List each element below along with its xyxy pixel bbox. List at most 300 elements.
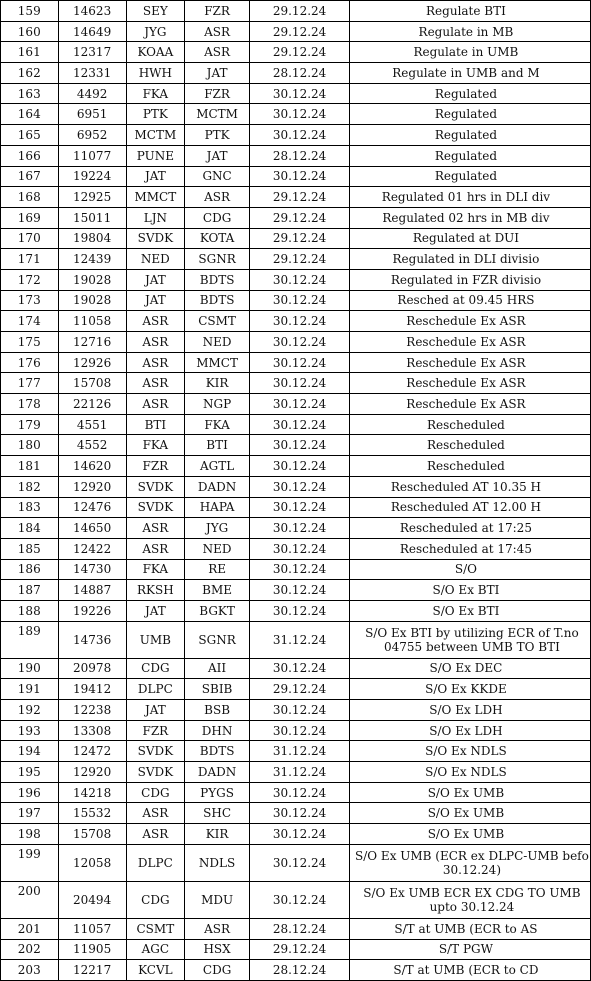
destination-station-cell: MDU xyxy=(184,881,249,918)
serial-number-cell: 200 xyxy=(1,881,59,918)
serial-number-cell: 183 xyxy=(1,497,59,518)
origin-station-cell: ASR xyxy=(126,394,184,415)
remarks-cell xyxy=(349,538,590,559)
origin-station-cell: JAT xyxy=(126,700,184,721)
origin-station-cell: ASR xyxy=(126,538,184,559)
table-row xyxy=(1,559,591,580)
remarks-text: S/O Ex LDH xyxy=(429,702,503,717)
destination-station-cell: FZR xyxy=(184,1,249,22)
remarks-text: Resched at 09.45 HRS xyxy=(397,293,535,308)
remarks-text: S/O Ex UMB xyxy=(427,826,505,841)
origin-station-cell: SEY xyxy=(126,1,184,22)
remarks-cell xyxy=(349,600,590,621)
destination-station-cell: FKA xyxy=(184,414,249,435)
origin-station-cell: SVDK xyxy=(126,741,184,762)
table-row xyxy=(1,394,591,415)
train-number-cell: 14649 xyxy=(58,21,126,42)
remarks-text: Rescheduled xyxy=(426,417,505,432)
serial-number-cell: 184 xyxy=(1,518,59,539)
origin-station-cell: PTK xyxy=(126,104,184,125)
date-cell: 31.12.24 xyxy=(250,762,350,783)
origin-station-cell: FKA xyxy=(126,83,184,104)
table-row xyxy=(1,435,591,456)
remarks-text: S/O Ex NDLS xyxy=(425,744,507,759)
remarks-cell xyxy=(349,824,590,845)
serial-number-cell: 176 xyxy=(1,352,59,373)
destination-station-cell: BGKT xyxy=(184,600,249,621)
table-row xyxy=(1,311,591,332)
origin-station-cell: CDG xyxy=(126,658,184,679)
remarks-text: S/O Ex KKDE xyxy=(425,682,507,697)
destination-station-cell: SGNR xyxy=(184,621,249,658)
destination-station-cell: CSMT xyxy=(184,311,249,332)
table-row xyxy=(1,658,591,679)
remarks-cell xyxy=(349,762,590,783)
remarks-text: S/O Ex BTI xyxy=(432,583,500,598)
origin-station-cell: CSMT xyxy=(126,918,184,939)
table-row xyxy=(1,538,591,559)
train-number-cell: 12925 xyxy=(58,187,126,208)
origin-station-cell: HWH xyxy=(126,63,184,84)
origin-station-cell: DLPC xyxy=(126,844,184,881)
remarks-text: Rescheduled at 17:25 xyxy=(399,521,532,536)
table-row xyxy=(1,782,591,803)
table-row xyxy=(1,42,591,63)
remarks-cell xyxy=(349,311,590,332)
date-cell: 30.12.24 xyxy=(250,476,350,497)
train-number-cell: 6952 xyxy=(58,125,126,146)
origin-station-cell: SVDK xyxy=(126,476,184,497)
origin-station-cell: JAT xyxy=(126,269,184,290)
train-number-cell: 12439 xyxy=(58,249,126,270)
remarks-text: Regulated 02 hrs in MB div xyxy=(382,210,550,225)
remarks-text: S/O Ex UMB xyxy=(427,785,505,800)
remarks-text: S/O Ex UMB ECR EX CDG TO UMB upto 30.12.24 xyxy=(363,885,581,914)
train-number-cell: 4552 xyxy=(58,435,126,456)
serial-number-cell: 201 xyxy=(1,918,59,939)
serial-number-cell: 165 xyxy=(1,125,59,146)
remarks-cell xyxy=(349,21,590,42)
serial-number-cell: 163 xyxy=(1,83,59,104)
table-row xyxy=(1,918,591,939)
origin-station-cell: AGC xyxy=(126,939,184,960)
origin-station-cell: FKA xyxy=(126,435,184,456)
destination-station-cell: SBIB xyxy=(184,679,249,700)
train-number-cell: 19028 xyxy=(58,269,126,290)
train-number-cell: 12472 xyxy=(58,741,126,762)
origin-station-cell: SVDK xyxy=(126,497,184,518)
destination-station-cell: SHC xyxy=(184,803,249,824)
train-number-cell: 12331 xyxy=(58,63,126,84)
destination-station-cell: AII xyxy=(184,658,249,679)
remarks-text: Rescheduled xyxy=(426,458,505,473)
table-row xyxy=(1,844,591,881)
table-row xyxy=(1,824,591,845)
table-row xyxy=(1,720,591,741)
origin-station-cell: ASR xyxy=(126,518,184,539)
train-number-cell: 12317 xyxy=(58,42,126,63)
origin-station-cell: CDG xyxy=(126,782,184,803)
date-cell: 30.12.24 xyxy=(250,600,350,621)
serial-number-cell: 198 xyxy=(1,824,59,845)
table-row xyxy=(1,960,591,981)
table-row xyxy=(1,21,591,42)
remarks-cell xyxy=(349,741,590,762)
origin-station-cell: NED xyxy=(126,249,184,270)
date-cell: 31.12.24 xyxy=(250,741,350,762)
serial-number-cell: 169 xyxy=(1,207,59,228)
serial-number-cell: 188 xyxy=(1,600,59,621)
date-cell: 29.12.24 xyxy=(250,939,350,960)
origin-station-cell: ASR xyxy=(126,373,184,394)
remarks-text: S/O Ex UMB (ECR ex DLPC-UMB befo 30.12.24) xyxy=(355,848,589,877)
destination-station-cell: JAT xyxy=(184,145,249,166)
remarks-cell xyxy=(349,559,590,580)
serial-number-cell: 171 xyxy=(1,249,59,270)
date-cell: 30.12.24 xyxy=(250,373,350,394)
remarks-text: Rescheduled AT 10.35 H xyxy=(390,479,542,494)
table-row xyxy=(1,104,591,125)
date-cell: 30.12.24 xyxy=(250,332,350,353)
destination-station-cell: BDTS xyxy=(184,741,249,762)
remarks-text: Regulate in MB xyxy=(418,24,514,39)
remarks-cell xyxy=(349,145,590,166)
table-row xyxy=(1,762,591,783)
date-cell: 30.12.24 xyxy=(250,394,350,415)
train-number-cell: 20494 xyxy=(58,881,126,918)
date-cell: 30.12.24 xyxy=(250,700,350,721)
remarks-cell xyxy=(349,352,590,373)
destination-station-cell: HSX xyxy=(184,939,249,960)
date-cell: 30.12.24 xyxy=(250,456,350,477)
remarks-text: S/O Ex LDH xyxy=(429,723,503,738)
remarks-text: S/T at UMB (ECR to AS xyxy=(394,921,538,936)
serial-number-cell: 189 xyxy=(1,621,59,658)
remarks-cell xyxy=(349,782,590,803)
remarks-cell xyxy=(349,700,590,721)
table-row xyxy=(1,290,591,311)
serial-number-cell: 191 xyxy=(1,679,59,700)
remarks-text: Regulate BTI xyxy=(426,3,506,18)
origin-station-cell: MMCT xyxy=(126,187,184,208)
remarks-cell xyxy=(349,803,590,824)
date-cell: 30.12.24 xyxy=(250,538,350,559)
remarks-cell xyxy=(349,269,590,290)
destination-station-cell: ASR xyxy=(184,918,249,939)
remarks-text: S/O Ex BTI by utilizing ECR of T.no 04755 between UMB TO BTI xyxy=(365,625,579,654)
remarks-text: Regulated xyxy=(434,169,498,184)
origin-station-cell: RKSH xyxy=(126,580,184,601)
remarks-cell xyxy=(349,1,590,22)
serial-number-cell: 190 xyxy=(1,658,59,679)
destination-station-cell: AGTL xyxy=(184,456,249,477)
destination-station-cell: FZR xyxy=(184,83,249,104)
table-row xyxy=(1,456,591,477)
destination-station-cell: PTK xyxy=(184,125,249,146)
serial-number-cell: 186 xyxy=(1,559,59,580)
train-number-cell: 19226 xyxy=(58,600,126,621)
table-row xyxy=(1,249,591,270)
train-number-cell: 12716 xyxy=(58,332,126,353)
remarks-cell xyxy=(349,939,590,960)
destination-station-cell: RE xyxy=(184,559,249,580)
serial-number-cell: 181 xyxy=(1,456,59,477)
table-row xyxy=(1,145,591,166)
remarks-cell xyxy=(349,394,590,415)
remarks-text: Regulated at DUI xyxy=(412,231,520,246)
date-cell: 30.12.24 xyxy=(250,352,350,373)
train-number-cell: 14730 xyxy=(58,559,126,580)
date-cell: 30.12.24 xyxy=(250,290,350,311)
destination-station-cell: ASR xyxy=(184,21,249,42)
destination-station-cell: MCTM xyxy=(184,104,249,125)
origin-station-cell: KCVL xyxy=(126,960,184,981)
destination-station-cell: ASR xyxy=(184,42,249,63)
remarks-cell xyxy=(349,621,590,658)
remarks-text: Rescheduled xyxy=(426,438,505,453)
serial-number-cell: 187 xyxy=(1,580,59,601)
remarks-cell xyxy=(349,844,590,881)
remarks-text: Regulated xyxy=(434,127,498,142)
train-number-cell: 15011 xyxy=(58,207,126,228)
remarks-cell xyxy=(349,290,590,311)
destination-station-cell: CDG xyxy=(184,207,249,228)
origin-station-cell: BTI xyxy=(126,414,184,435)
table-row xyxy=(1,881,591,918)
date-cell: 28.12.24 xyxy=(250,63,350,84)
date-cell: 30.12.24 xyxy=(250,559,350,580)
remarks-cell xyxy=(349,332,590,353)
remarks-text: S/O Ex DEC xyxy=(429,661,503,676)
train-number-cell: 20978 xyxy=(58,658,126,679)
train-number-cell: 19804 xyxy=(58,228,126,249)
serial-number-cell: 192 xyxy=(1,700,59,721)
remarks-cell xyxy=(349,373,590,394)
train-number-cell: 19028 xyxy=(58,290,126,311)
table-row xyxy=(1,497,591,518)
origin-station-cell: DLPC xyxy=(126,679,184,700)
date-cell: 30.12.24 xyxy=(250,435,350,456)
remarks-text: S/O Ex BTI xyxy=(432,603,500,618)
remarks-cell xyxy=(349,166,590,187)
remarks-cell xyxy=(349,83,590,104)
origin-station-cell: ASR xyxy=(126,824,184,845)
train-number-cell: 12058 xyxy=(58,844,126,881)
destination-station-cell: GNC xyxy=(184,166,249,187)
remarks-text: Reschedule Ex ASR xyxy=(406,334,526,349)
origin-station-cell: JAT xyxy=(126,600,184,621)
serial-number-cell: 172 xyxy=(1,269,59,290)
destination-station-cell: BTI xyxy=(184,435,249,456)
serial-number-cell: 185 xyxy=(1,538,59,559)
serial-number-cell: 166 xyxy=(1,145,59,166)
serial-number-cell: 167 xyxy=(1,166,59,187)
train-number-cell: 14623 xyxy=(58,1,126,22)
serial-number-cell: 164 xyxy=(1,104,59,125)
serial-number-cell: 193 xyxy=(1,720,59,741)
date-cell: 30.12.24 xyxy=(250,83,350,104)
serial-number-cell: 195 xyxy=(1,762,59,783)
train-number-cell: 11905 xyxy=(58,939,126,960)
date-cell: 30.12.24 xyxy=(250,269,350,290)
train-number-cell: 15532 xyxy=(58,803,126,824)
serial-number-cell: 182 xyxy=(1,476,59,497)
table-row xyxy=(1,166,591,187)
date-cell: 30.12.24 xyxy=(250,580,350,601)
date-cell: 28.12.24 xyxy=(250,960,350,981)
date-cell: 29.12.24 xyxy=(250,1,350,22)
serial-number-cell: 194 xyxy=(1,741,59,762)
date-cell: 30.12.24 xyxy=(250,125,350,146)
serial-number-cell: 180 xyxy=(1,435,59,456)
date-cell: 28.12.24 xyxy=(250,918,350,939)
date-cell: 29.12.24 xyxy=(250,42,350,63)
remarks-text: S/O Ex UMB xyxy=(427,806,505,821)
remarks-cell xyxy=(349,125,590,146)
serial-number-cell: 170 xyxy=(1,228,59,249)
date-cell: 30.12.24 xyxy=(250,844,350,881)
date-cell: 28.12.24 xyxy=(250,145,350,166)
table-row xyxy=(1,373,591,394)
destination-station-cell: NDLS xyxy=(184,844,249,881)
remarks-text: Regulated in FZR divisio xyxy=(390,272,542,287)
remarks-cell xyxy=(349,456,590,477)
serial-number-cell: 196 xyxy=(1,782,59,803)
train-number-cell: 12238 xyxy=(58,700,126,721)
remarks-text: S/T at UMB (ECR to CD xyxy=(393,963,539,978)
remarks-text: S/T PGW xyxy=(438,942,493,957)
destination-station-cell: NED xyxy=(184,332,249,353)
origin-station-cell: JAT xyxy=(126,166,184,187)
remarks-text: Regulated 01 hrs in DLI div xyxy=(381,190,551,205)
remarks-cell xyxy=(349,435,590,456)
remarks-cell xyxy=(349,207,590,228)
table-row xyxy=(1,83,591,104)
remarks-cell xyxy=(349,960,590,981)
train-number-cell: 11077 xyxy=(58,145,126,166)
remarks-cell xyxy=(349,249,590,270)
remarks-cell xyxy=(349,679,590,700)
train-number-cell: 14736 xyxy=(58,621,126,658)
train-number-cell: 14620 xyxy=(58,456,126,477)
origin-station-cell: FZR xyxy=(126,720,184,741)
origin-station-cell: CDG xyxy=(126,881,184,918)
origin-station-cell: ASR xyxy=(126,352,184,373)
remarks-text: Reschedule Ex ASR xyxy=(406,314,526,329)
serial-number-cell: 162 xyxy=(1,63,59,84)
table-row xyxy=(1,518,591,539)
origin-station-cell: ASR xyxy=(126,332,184,353)
table-row xyxy=(1,228,591,249)
date-cell: 30.12.24 xyxy=(250,720,350,741)
remarks-cell xyxy=(349,720,590,741)
destination-station-cell: JAT xyxy=(184,63,249,84)
table-row xyxy=(1,63,591,84)
date-cell: 30.12.24 xyxy=(250,497,350,518)
remarks-cell xyxy=(349,414,590,435)
origin-station-cell: FZR xyxy=(126,456,184,477)
remarks-cell xyxy=(349,580,590,601)
origin-station-cell: KOAA xyxy=(126,42,184,63)
date-cell: 30.12.24 xyxy=(250,658,350,679)
destination-station-cell: ASR xyxy=(184,187,249,208)
origin-station-cell: MCTM xyxy=(126,125,184,146)
destination-station-cell: DADN xyxy=(184,476,249,497)
remarks-cell xyxy=(349,63,590,84)
remarks-text: Rescheduled AT 12.00 H xyxy=(390,500,542,515)
train-number-cell: 6951 xyxy=(58,104,126,125)
remarks-cell xyxy=(349,228,590,249)
origin-station-cell: JAT xyxy=(126,290,184,311)
serial-number-cell: 175 xyxy=(1,332,59,353)
remarks-text: S/O Ex NDLS xyxy=(425,764,507,779)
date-cell: 30.12.24 xyxy=(250,782,350,803)
serial-number-cell: 202 xyxy=(1,939,59,960)
table-row xyxy=(1,476,591,497)
remarks-cell xyxy=(349,497,590,518)
train-number-cell: 15708 xyxy=(58,824,126,845)
origin-station-cell: PUNE xyxy=(126,145,184,166)
train-number-cell: 14887 xyxy=(58,580,126,601)
serial-number-cell: 168 xyxy=(1,187,59,208)
table-row xyxy=(1,125,591,146)
date-cell: 30.12.24 xyxy=(250,166,350,187)
table-row xyxy=(1,679,591,700)
remarks-cell xyxy=(349,881,590,918)
table-row xyxy=(1,269,591,290)
table-row xyxy=(1,332,591,353)
remarks-cell xyxy=(349,187,590,208)
serial-number-cell: 160 xyxy=(1,21,59,42)
date-cell: 30.12.24 xyxy=(250,803,350,824)
train-number-cell: 14650 xyxy=(58,518,126,539)
table-row xyxy=(1,741,591,762)
serial-number-cell: 174 xyxy=(1,311,59,332)
train-number-cell: 12476 xyxy=(58,497,126,518)
table-row xyxy=(1,207,591,228)
serial-number-cell: 197 xyxy=(1,803,59,824)
train-number-cell: 14218 xyxy=(58,782,126,803)
remarks-text: Regulated in DLI divisio xyxy=(392,252,540,267)
serial-number-cell: 159 xyxy=(1,1,59,22)
remarks-text: Reschedule Ex ASR xyxy=(406,376,526,391)
serial-number-cell: 173 xyxy=(1,290,59,311)
destination-station-cell: NGP xyxy=(184,394,249,415)
remarks-cell xyxy=(349,518,590,539)
destination-station-cell: NED xyxy=(184,538,249,559)
serial-number-cell: 177 xyxy=(1,373,59,394)
table-row xyxy=(1,700,591,721)
remarks-text: Rescheduled at 17:45 xyxy=(399,541,532,556)
date-cell: 29.12.24 xyxy=(250,249,350,270)
serial-number-cell: 179 xyxy=(1,414,59,435)
destination-station-cell: PYGS xyxy=(184,782,249,803)
table-row xyxy=(1,352,591,373)
date-cell: 29.12.24 xyxy=(250,207,350,228)
train-number-cell: 12422 xyxy=(58,538,126,559)
remarks-cell xyxy=(349,658,590,679)
table-row xyxy=(1,803,591,824)
train-number-cell: 19224 xyxy=(58,166,126,187)
date-cell: 29.12.24 xyxy=(250,228,350,249)
remarks-text: Reschedule Ex ASR xyxy=(406,355,526,370)
table-row xyxy=(1,939,591,960)
destination-station-cell: BSB xyxy=(184,700,249,721)
remarks-text: Regulated xyxy=(434,107,498,122)
table-row xyxy=(1,621,591,658)
table-row xyxy=(1,1,591,22)
date-cell: 30.12.24 xyxy=(250,881,350,918)
